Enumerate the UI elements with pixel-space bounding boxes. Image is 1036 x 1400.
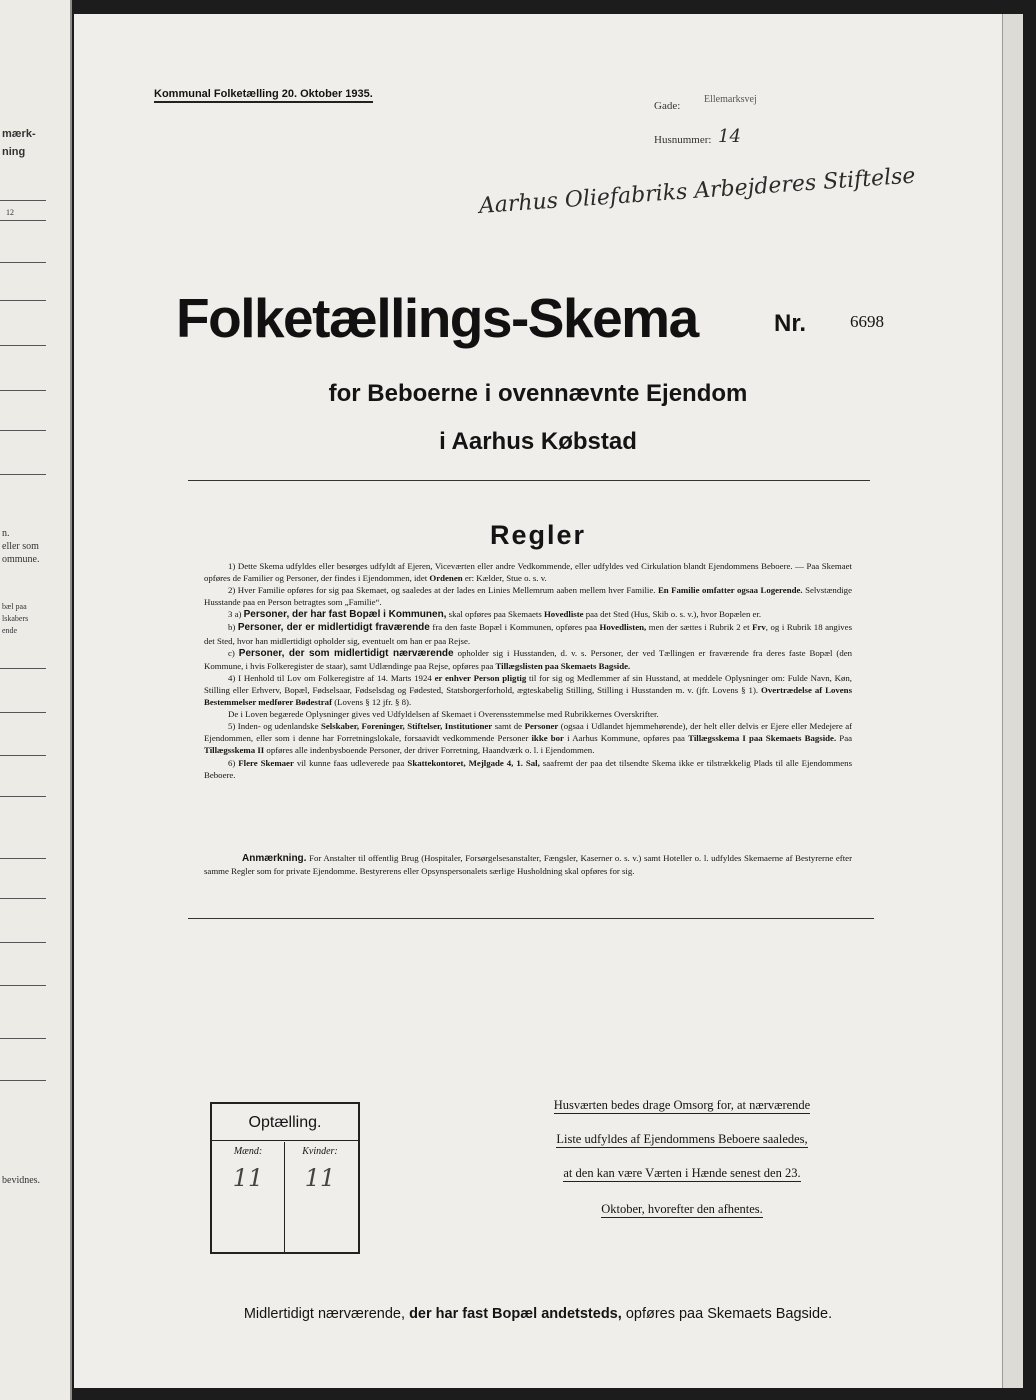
rule-4-note: De i Loven begærede Oplysninger gives ved Udfyldelsen af Skemaet i Overensstemmelse med Rubrikkernes Overskrifter. (228, 709, 659, 720)
street-value: Ellemarksvej (704, 94, 757, 105)
notice-line: Oktober, hvorefter den afhentes. (601, 1202, 763, 1216)
previous-page-edge (0, 0, 72, 1400)
left-fragment: ommune. (2, 554, 40, 565)
census-header: Kommunal Folketælling 20. Oktober 1935. (154, 88, 373, 103)
rule-6: 6) Flere Skemaer vil kunne faas udleverede paa Skattekontoret, Mejlgade 4, 1. Sal, saafremt der paa det tilsendte Skema ikke er tilstrækkelig Plads til alle Ejendommens Beboere. (204, 757, 852, 780)
rule-4: 4) I Henhold til Lov om Folkeregistre af 14. Marts 1924 er enhver Person pligtig til for sig og Medlemmer af sin Husstand, at meddele Oplysninger om: Fulde Navn, Køn, Stilling eller Erhverv, Bopæl, Fødselsaar, Fødselsdag og Fødested, Statsborgerforhold, ægteskabelig Stilling, Stilling i Husstanden m. v. (jfr. Lovens § 1). Overtrædelse af Lovens Bestemmelser medfører Bødestraf (Lovens § 12 jfr. § 8). (204, 672, 853, 708)
divider (188, 480, 870, 481)
women-count: 11 (304, 1164, 336, 1192)
count-box-title: Optælling. (248, 1114, 322, 1131)
notice-line: Husværten bedes drage Omsorg for, at nærværende (553, 1098, 811, 1112)
left-fragment: 12 (6, 208, 14, 217)
left-fragment: mærk- (2, 128, 36, 140)
rule-5: 5) Inden- og udenlandske Selskaber, Foreninger, Stiftelser, Institutioner samt de Personer (ogsaa i Udlandet hjemmehørende), der helt eller delvis er Ejere eller Medejere af Ejendommen, eller som i denne har Forretningslokale, forsaavidt vedkommende Personer ikke bor i Aarhus Kommune, opføres paa Tillægsskema I paa Skemaets Bagside. Paa Tillægsskema II opføres alle indenbysboende Personer, der driver Forretning, Haandværk o. l. i Ejendommen. (204, 721, 853, 756)
remark-text: For Anstalter til offentlig Brug (Hospitaler, Forsørgelsesanstalter, Fængsler, Kaserner o. s. v.) samt Hoteller o. l. udfyldes Skemaerne af Bestyrerne efter samme Regler som for private Ejendomme. Bestyrerens eller Opsynspersonalets særlige Husholdning skal opføres for sig. (204, 853, 852, 876)
left-fragment: eller som (2, 541, 39, 552)
number-label: Nr. (774, 310, 807, 337)
left-fragment: bevidnes. (2, 1175, 41, 1186)
remark-label: Anmærkning. (242, 853, 307, 864)
handwritten-note: Aarhus Oliefabriks Arbejderes Stiftelse (478, 163, 917, 219)
census-form-page (74, 14, 1002, 1388)
count-box (210, 1102, 360, 1254)
left-fragment: lskabers (2, 614, 29, 623)
men-label: Mænd: (233, 1146, 263, 1157)
remark (204, 852, 852, 878)
notice-line: at den kan være Værten i Hænde senest den 23. (563, 1166, 801, 1180)
house-number-value: 14 (718, 126, 741, 147)
men-count: 11 (232, 1164, 264, 1192)
rule-3b: b) Personer, der er midlertidigt fraværende fra den faste Bopæl i Kommunen, opføres paa Hovedlisten, men der sættes i Rubrik 2 et Frv, og i Rubrik 18 angives det Sted, hvor han midlertidigt opholder sig, eventuelt om han er paa Rejse. (204, 622, 853, 646)
rule-2: 2) Hver Familie opføres for sig paa Skemaet, og saaledes at der lades en Linies Mellemrum aaben mellem hver Familie. En Familie omfatter ogsaa Logerende. Selvstændige Husstande paa en Person betragtes som „Familie“. (204, 585, 852, 608)
rules-text (204, 560, 852, 781)
subtitle-city: i Aarhus Købstad (439, 428, 637, 455)
street-label: Gade: (654, 100, 681, 112)
women-label: Kvinder: (302, 1146, 338, 1157)
left-fragment: n. (2, 528, 10, 539)
rule-1: 1) Dette Skema udfyldes eller besørges udfyldt af Ejeren, Viceværten eller andre Vedkommende, eller udfyldes ved Cirkulation blandt Ejendommens Beboere. — Paa Skemaet opføres de Familier og Personer, der findes i Ejendommen, idet Ordenen er: Kælder, Stue o. s. v. (204, 561, 852, 584)
divider (188, 918, 874, 919)
subtitle-residents: for Beboerne i ovennævnte Ejendom (328, 380, 748, 407)
house-number-label: Husnummer: (654, 134, 712, 146)
rule-3a: 3 a) Personer, der har fast Bopæl i Kommunen, skal opføres paa Skemaets Hovedliste paa det Sted (Hus, Skib o. s. v.), hvor Bopælen er. (228, 609, 762, 621)
notice-line: Liste udfyldes af Ejendommens Beboere saaledes, (556, 1132, 808, 1146)
left-fragment: bæl paa (2, 602, 27, 611)
left-fragment: ende (2, 626, 18, 635)
rules-heading: Regler (489, 520, 587, 550)
page-edge (1002, 14, 1023, 1388)
form-number: 6698 (850, 312, 884, 331)
form-title: Folketællings-Skema (176, 287, 698, 349)
rule-3c: c) Personer, der som midlertidigt nærværende opholder sig i Husstanden, d. v. s. Personer, der ved Tællingen er fraværende fra deres faste Bopæl (den Kommune, i hvis Folkeregister de staar), samt Udlændinge paa Rejse, opføres paa Tillægslisten paa Skemaets Bagside. (204, 647, 853, 671)
left-fragment: ning (2, 146, 26, 158)
footer-note: Midlertidigt nærværende, der har fast Bopæl andetsteds, opføres paa Skemaets Bagside. (243, 1306, 833, 1322)
